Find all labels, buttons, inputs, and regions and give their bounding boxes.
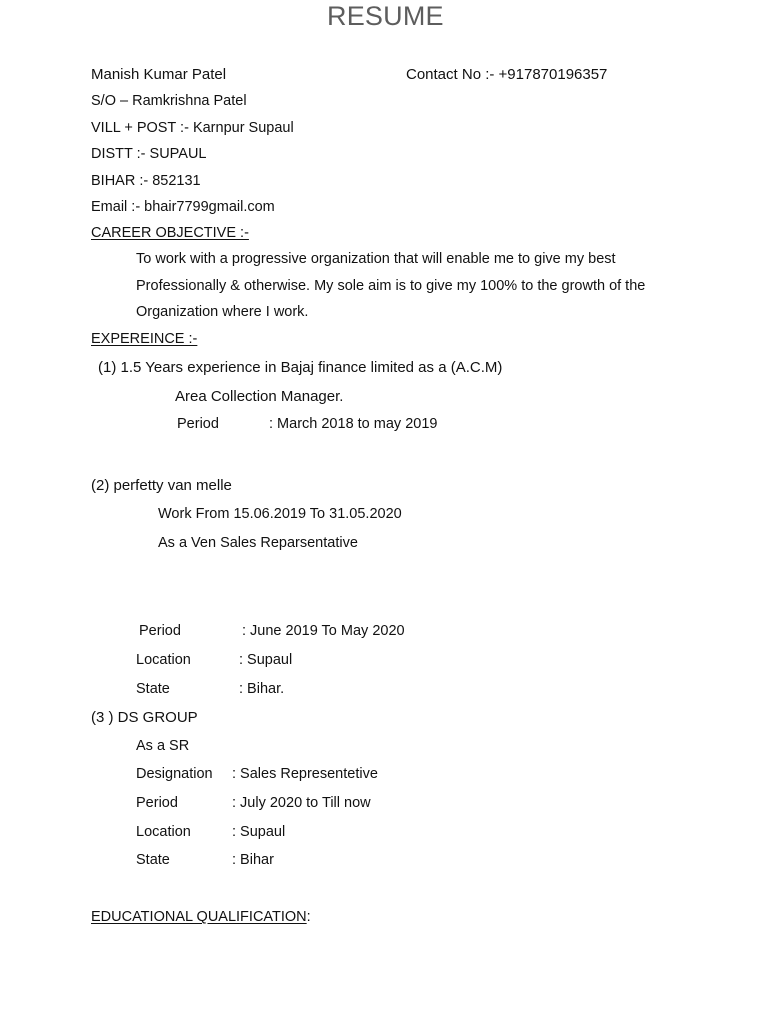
address-vill-post: VILL + POST :- Karnpur Supaul [91,120,294,136]
job-2-period-value: : June 2019 To May 2020 [242,623,405,639]
education-heading-suffix: : [306,909,311,925]
job-3-state-row [136,853,274,868]
email: Email :- bhair7799gmail.com [91,199,275,215]
job-2-role: As a Ven Sales Reparsentative [158,535,358,551]
job-2-period-label: Period [139,623,181,639]
education-heading-row [91,910,311,925]
father-name: S/O – Ramkrishna Patel [91,93,247,109]
job-3-designation-label: Designation [136,766,213,782]
job-3-title: (3 ) DS GROUP [91,709,198,726]
job-1-period-row [177,417,437,432]
job-3-state-value: : Bihar [232,852,274,868]
job-3-location-row [136,825,285,840]
job-1-title: (1) 1.5 Years experience in Bajaj finance limited as a (A.C.M) [98,359,503,376]
job-2-state-value: : Bihar. [239,681,285,697]
career-objective-heading: CAREER OBJECTIVE :- [91,225,249,241]
job-2-state-row [136,682,284,697]
job-3-period-row [136,796,371,811]
job-3-period-label: Period [136,795,178,811]
job-1-role: Area Collection Manager. [175,388,344,405]
address-state: BIHAR :- 852131 [91,173,201,189]
job-2-period-row [139,624,405,639]
job-1-period-label: Period [177,416,219,432]
job-3-state-label: State [136,852,170,868]
job-1-period-value: : March 2018 to may 2019 [269,416,438,432]
address-district: DISTT :- SUPAUL [91,146,207,162]
job-2-location-row [136,653,292,668]
job-3-designation-value: : Sales Representetive [232,766,378,782]
job-3-designation-row [136,767,378,782]
job-2-state-label: State [136,681,170,697]
contact-number: Contact No :- +917870196357 [406,66,608,83]
page-title: RESUME [327,1,444,31]
experience-heading: EXPEREINCE :- [91,331,198,347]
job-3-location-value: : Supaul [232,824,286,840]
job-2-location-value: : Supaul [239,652,293,668]
job-3-period-value: : July 2020 to Till now [232,795,371,811]
job-3-role: As a SR [136,738,190,754]
candidate-name: Manish Kumar Patel [91,66,227,83]
education-heading: EDUCATIONAL QUALIFICATION [91,909,307,925]
career-objective-line-2: Professionally & otherwise. My sole aim is to give my 100% to the growth of the [136,278,646,294]
job-3-location-label: Location [136,824,191,840]
career-objective-line-1: To work with a progressive organization that will enable me to give my best [136,251,616,267]
job-2-work-from: Work From 15.06.2019 To 31.05.2020 [158,506,402,522]
job-2-location-label: Location [136,652,191,668]
job-2-title: (2) perfetty van melle [91,477,232,494]
career-objective-line-3: Organization where I work. [136,304,309,320]
